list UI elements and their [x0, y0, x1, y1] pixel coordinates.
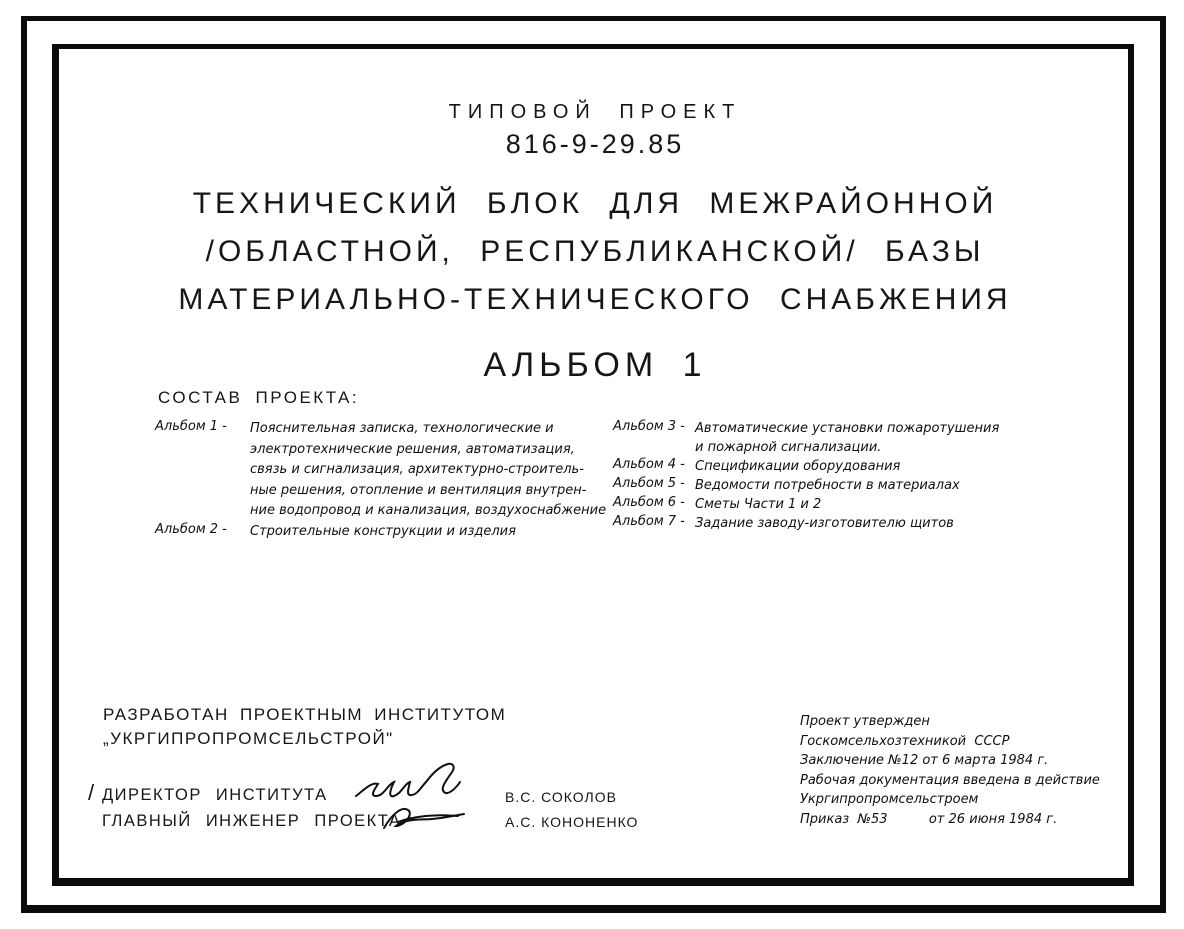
composition-heading: СОСТАВ ПРОЕКТА:	[158, 388, 360, 407]
approval-line-2: Госкомсельхозтехникой СССР	[800, 733, 1010, 749]
album-1-item	[155, 419, 610, 522]
album-2-description: Строительные конструкции и изделия	[250, 523, 516, 539]
album-5-label: Альбом 5 -	[613, 476, 685, 491]
approval-block	[800, 712, 1100, 829]
composition-left-column	[155, 419, 610, 542]
album-2-label: Альбом 2 -	[155, 521, 227, 537]
album-1-label: Альбом 1 -	[155, 419, 227, 434]
slash-mark: /	[88, 780, 95, 805]
role-chief-engineer: ГЛАВНЫЙ ИНЖЕНЕР ПРОЕКТА	[102, 812, 402, 830]
album-6-description: Сметы Части 1 и 2	[695, 497, 822, 512]
album-7-description: Задание заводу-изготовителю щитов	[695, 516, 954, 531]
album-4-description: Спецификации оборудования	[695, 459, 901, 474]
project-number: 816-9-29.85	[505, 129, 685, 159]
album-7-label: Альбом 7 -	[613, 514, 685, 529]
album-4-label: Альбом 4 -	[613, 457, 685, 472]
project-title	[30, 180, 1160, 324]
approval-line-3: Заключение №12 от 6 марта 1984 г.	[800, 753, 1049, 768]
project-title-line-2: /ОБЛАСТНОЙ, РЕСПУБЛИКАНСКОЙ/ БАЗЫ	[205, 235, 985, 268]
album-3-description: Автоматические установки пожаротушения и пожарной сигнализации.	[695, 421, 1000, 455]
album-heading: АЛЬБОМ 1	[483, 346, 707, 384]
developer-line-2: „УКРГИПРОПРОМСЕЛЬСТРОЙ"	[103, 729, 394, 748]
approval-line-5: Укргипропромсельстроем	[800, 792, 979, 807]
approval-line-1: Проект утвержден	[800, 714, 930, 729]
album-5-description: Ведомости потребности в материалах	[695, 478, 960, 493]
album-3-label: Альбом 3 -	[613, 419, 685, 434]
director-signature	[352, 758, 472, 806]
project-title-line-3: МАТЕРИАЛЬНО-ТЕХНИЧЕСКОГО СНАБЖЕНИЯ	[178, 283, 1012, 316]
album-6-label: Альбом 6 -	[613, 495, 685, 510]
album-5-item	[613, 476, 1043, 495]
album-3-item	[613, 419, 1043, 457]
album-1-description: Пояснительная записка, технологические и электротехнические решения, автоматизация, связь и сигнализация, архитектурно-строитель- ные решения, отопление и вентиляция внутрен- ние водопровод и канализация, воздухоснабжение	[250, 421, 607, 518]
composition-right-column	[613, 419, 1043, 533]
album-4-item	[613, 457, 1043, 476]
album-2-item	[155, 522, 610, 543]
album-6-item	[613, 495, 1043, 514]
document-kind-label: ТИПОВОЙ ПРОЕКТ	[448, 101, 742, 123]
chief-engineer-signature	[378, 800, 478, 836]
approval-line-4: Рабочая документация введена в действие	[800, 772, 1100, 788]
developer-line-1: РАЗРАБОТАН ПРОЕКТНЫМ ИНСТИТУТОМ	[103, 705, 507, 724]
director-name: В.С. СОКОЛОВ	[505, 789, 617, 805]
approval-line-6: Приказ №53 от 26 июня 1984 г.	[800, 811, 1058, 827]
developer-block	[103, 703, 506, 751]
album-7-item	[613, 514, 1043, 533]
role-director: ДИРЕКТОР ИНСТИТУТА	[102, 786, 328, 804]
project-title-line-1: ТЕХНИЧЕСКИЙ БЛОК ДЛЯ МЕЖРАЙОННОЙ	[192, 187, 998, 220]
chief-engineer-name: А.С. КОНОНЕНКО	[505, 814, 639, 830]
